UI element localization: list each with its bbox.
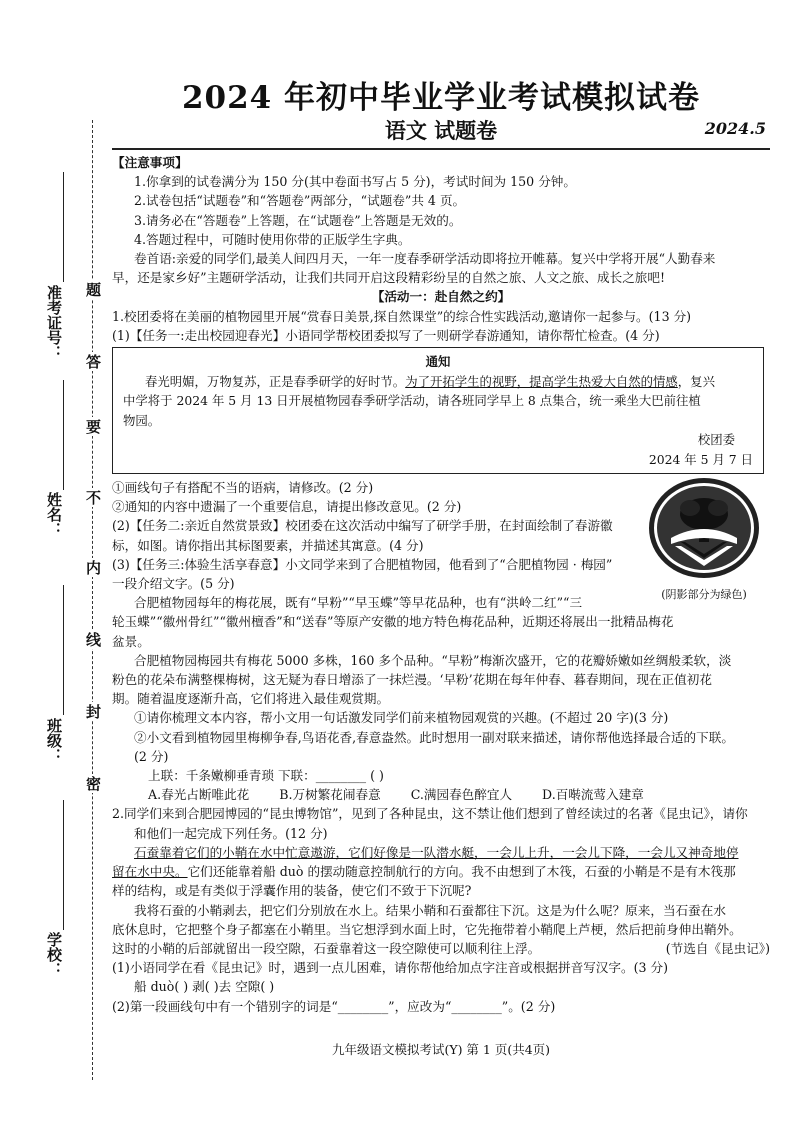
seal-char: 内 bbox=[84, 560, 102, 575]
excerpt-text: 我将石蚕的小鞘剥去，把它们分别放在水上。结果小鞘和石蚕都往下沉。这是为什么呢？原来，当石蚕在水 bbox=[134, 902, 726, 918]
badge-emblem-icon bbox=[645, 476, 763, 580]
activity-heading: 【活动一：赴自然之约】 bbox=[371, 289, 511, 305]
task-3: 一段介绍文字。(5 分) bbox=[112, 576, 235, 592]
question-2-intro: 2.同学们来到合肥园博园的“昆虫博物馆”，见到了各种昆虫，这不禁让他们想到了曾经读过的名著《昆虫记》，请你 bbox=[112, 806, 748, 822]
notice-text: 春光明媚，万物复苏，正是春季研学的好时节。 bbox=[145, 373, 406, 389]
task-3-q2: ②小文看到植物园里梅柳争春,鸟语花香,春意盎然。此时想用一副对联来描述，请你帮他选择最合适的下联。 bbox=[134, 729, 734, 745]
exam-no-label: 准考证号： bbox=[45, 285, 63, 360]
exam-subtitle: 语文 试题卷 bbox=[384, 118, 498, 143]
seal-char: 要 bbox=[84, 419, 102, 434]
notice-date: 2024 年 5 月 7 日 bbox=[648, 451, 753, 467]
passage-line: 粉色的花朵布满整棵梅树，这无疑为春日增添了一抹烂漫。‘早粉’花期在每年仲春、暮春期间，现在正值初花 bbox=[112, 672, 712, 688]
seal-char: 题 bbox=[84, 282, 102, 297]
passage-line: 合肥植物园每年的梅花展，既有“早粉”“早玉蝶”等早花品种，也有“洪岭二红”“三 bbox=[134, 595, 583, 611]
header-rule bbox=[112, 148, 770, 150]
excerpt-underlined: 石蚕靠着它们的小鞘在水中忙意遨游，它们好像是一队潜水艇，一会儿上升，一会儿下降，一会儿又神奇地停 bbox=[134, 844, 739, 860]
task-3-q2: (2 分) bbox=[134, 748, 169, 764]
notice-underlined-sentence: 为了开拓学生的视野，提高学生热爱大自然的情感 bbox=[405, 373, 678, 389]
seal-char: 答 bbox=[84, 354, 102, 369]
task-2: (2)【任务二:亲近自然赏景致】校团委在这次活动中编写了研学手册，在封面绘制了春游徽 bbox=[112, 518, 613, 534]
seal-char: 不 bbox=[84, 490, 102, 505]
question-1-intro: 1.校团委将在美丽的植物园里开展“赏春日美景,探自然课堂”的综合性实践活动,邀请你一起参与。(13 分) bbox=[112, 308, 692, 324]
notice-text: 物园。 bbox=[123, 412, 161, 428]
task-1-q2: ②通知的内容中遗漏了一个重要信息，请提出修改意见。(2 分) bbox=[112, 499, 462, 515]
passage-line: 合肥植物园梅园共有梅花 5000 多株，160 多个品种。“早粉”梅渐次盛开，它的花瓣娇嫩如丝绸般柔软，淡 bbox=[134, 652, 732, 668]
school-label: 学校： bbox=[45, 932, 63, 977]
exam-title: 2024 年初中毕业学业考试模拟试卷 bbox=[181, 80, 701, 116]
name-underline bbox=[63, 380, 64, 490]
seal-char: 封 bbox=[84, 704, 102, 719]
task-2: 标，如图。请你指出其标图要素，并描述其寓意。(4 分) bbox=[112, 537, 424, 553]
notice-title: 通知 bbox=[425, 354, 451, 370]
seal-char: 线 bbox=[84, 632, 102, 647]
page-footer: 九年级语文模拟考试(Y) 第 1 页(共4页) bbox=[331, 1042, 551, 1057]
question-2-sub-2[interactable]: (2)第一段画线句中有一个错别字的词是“________”，应改为“________”。(2 分) bbox=[112, 998, 556, 1014]
seal-char: 密 bbox=[84, 776, 102, 791]
excerpt-source: (节选自《昆虫记》) bbox=[665, 940, 770, 956]
option-c[interactable]: C.满园春色醉宜人 bbox=[410, 787, 513, 803]
badge-caption: (阴影部分为绿色) bbox=[661, 588, 747, 602]
note-item: 3.请务必在“答题卷”上答题，在“试题卷”上答题是无效的。 bbox=[134, 212, 462, 228]
option-b[interactable]: B.万树繁花闹春意 bbox=[279, 787, 381, 803]
name-label: 姓名： bbox=[45, 492, 63, 537]
class-underline bbox=[63, 585, 64, 715]
excerpt-text: 样的结构，或是有类似于浮囊作用的装备，使它们不致于下沉呢? bbox=[112, 883, 472, 899]
class-label: 班级： bbox=[45, 718, 63, 763]
notice-text: 中学将于 2024 年 5 月 13 日开展植物园春季研学活动，请各班同学早上 8 点集合，统一乘坐大巴前往植 bbox=[123, 393, 701, 409]
pinyin-blanks[interactable]: 船 duò( ) 剥( )去 空隙( ) bbox=[134, 979, 275, 995]
excerpt-text: 它们还能靠着船 duò 的摆动随意控制航行的方向。我不由想到了木筏，石蚕的小鞘是不是有木筏那 bbox=[187, 864, 736, 880]
preface-line: 卷首语:亲爱的同学们,最美人间四月天，一年一度春季研学活动即将拉开帷幕。复兴中学将开展“人勤春来 bbox=[134, 251, 716, 267]
passage-line: 盆景。 bbox=[112, 633, 150, 649]
exam-body bbox=[112, 153, 770, 1016]
notice-box bbox=[112, 347, 764, 474]
note-item: 2.试卷包括“试题卷”和“答题卷”两部分，“试题卷”共 4 页。 bbox=[134, 193, 466, 209]
notice-signature: 校团委 bbox=[697, 432, 735, 448]
task-1: (1)【任务一:走出校园迎春光】小语同学帮校团委拟写了一则研学春游通知，请你帮忙检查。(4 分) bbox=[112, 327, 660, 343]
task-3-q1: ①请你梳理文本内容，帮小文用一句话激发同学们前来植物园观赏的兴趣。(不超过 20 字)(3 分) bbox=[134, 710, 669, 726]
excerpt-last-line bbox=[112, 939, 770, 958]
excerpt-text: 这时的小鞘的后部就留出一段空隙，石蚕靠着这一段空隙使可以顺利往上浮。 bbox=[112, 940, 541, 956]
school-underline bbox=[63, 800, 64, 930]
question-2-intro: 和他们一起完成下列任务。(12 分) bbox=[134, 825, 328, 841]
excerpt-underlined: 留在水中央。 bbox=[112, 864, 188, 880]
excerpt-text: 底休息时，它把整个身子都塞在小鞘里。当它想浮到水面上时，它先拖带着小鞘爬上芦梗，然后把前身伸出鞘外。 bbox=[112, 921, 742, 937]
options-row bbox=[112, 785, 770, 804]
task-3: (3)【任务三:体验生活享春意】小文同学来到了合肥植物园，他看到了“合肥植物园 · 梅园” bbox=[112, 556, 613, 572]
spring-trip-badge bbox=[638, 476, 770, 604]
option-d[interactable]: D.百啭流莺入建章 bbox=[542, 787, 644, 803]
passage-line: 期。随着温度逐渐升高，它们将进入最佳观赏期。 bbox=[112, 691, 390, 707]
question-2-sub-1: (1)小语同学在看《昆虫记》时，遇到一点儿困难，请你帮他给加点字注音或根据拼音写汉字。(3 分) bbox=[112, 960, 669, 976]
binding-margin bbox=[0, 120, 110, 1100]
preface-line: 早，还是家乡好”主题研学活动，让我们共同开启这段精彩纷呈的自然之旅、人文之旅、成长之旅吧! bbox=[112, 270, 666, 286]
notes-heading: 【注意事项】 bbox=[112, 155, 188, 170]
passage-line: 轮玉蝶”“徽州骨红”“徽州檀香”和“送春”等原产安徽的地方特色梅花品种，近期还将展出一批精品梅花 bbox=[112, 614, 674, 630]
exam-date: 2024.5 bbox=[704, 119, 766, 138]
task-1-q1: ①画线句子有搭配不当的语病，请修改。(2 分) bbox=[112, 480, 374, 496]
task-2-block bbox=[112, 478, 770, 612]
note-item: 1.你拿到的试卷满分为 150 分(其中卷面书写占 5 分)，考试时间为 150 分钟。 bbox=[134, 174, 576, 190]
notice-text: ，复兴 bbox=[677, 373, 715, 389]
seal-dashed-line bbox=[92, 120, 93, 1080]
couplet-line: 上联：千条嫩柳垂青琐 下联：________ ( ) bbox=[148, 768, 384, 784]
note-item: 4.答题过程中，可随时使用你带的正版学生字典。 bbox=[134, 231, 411, 247]
exam-no-underline bbox=[63, 172, 64, 282]
option-a[interactable]: A.春光占断唯此花 bbox=[148, 787, 250, 803]
